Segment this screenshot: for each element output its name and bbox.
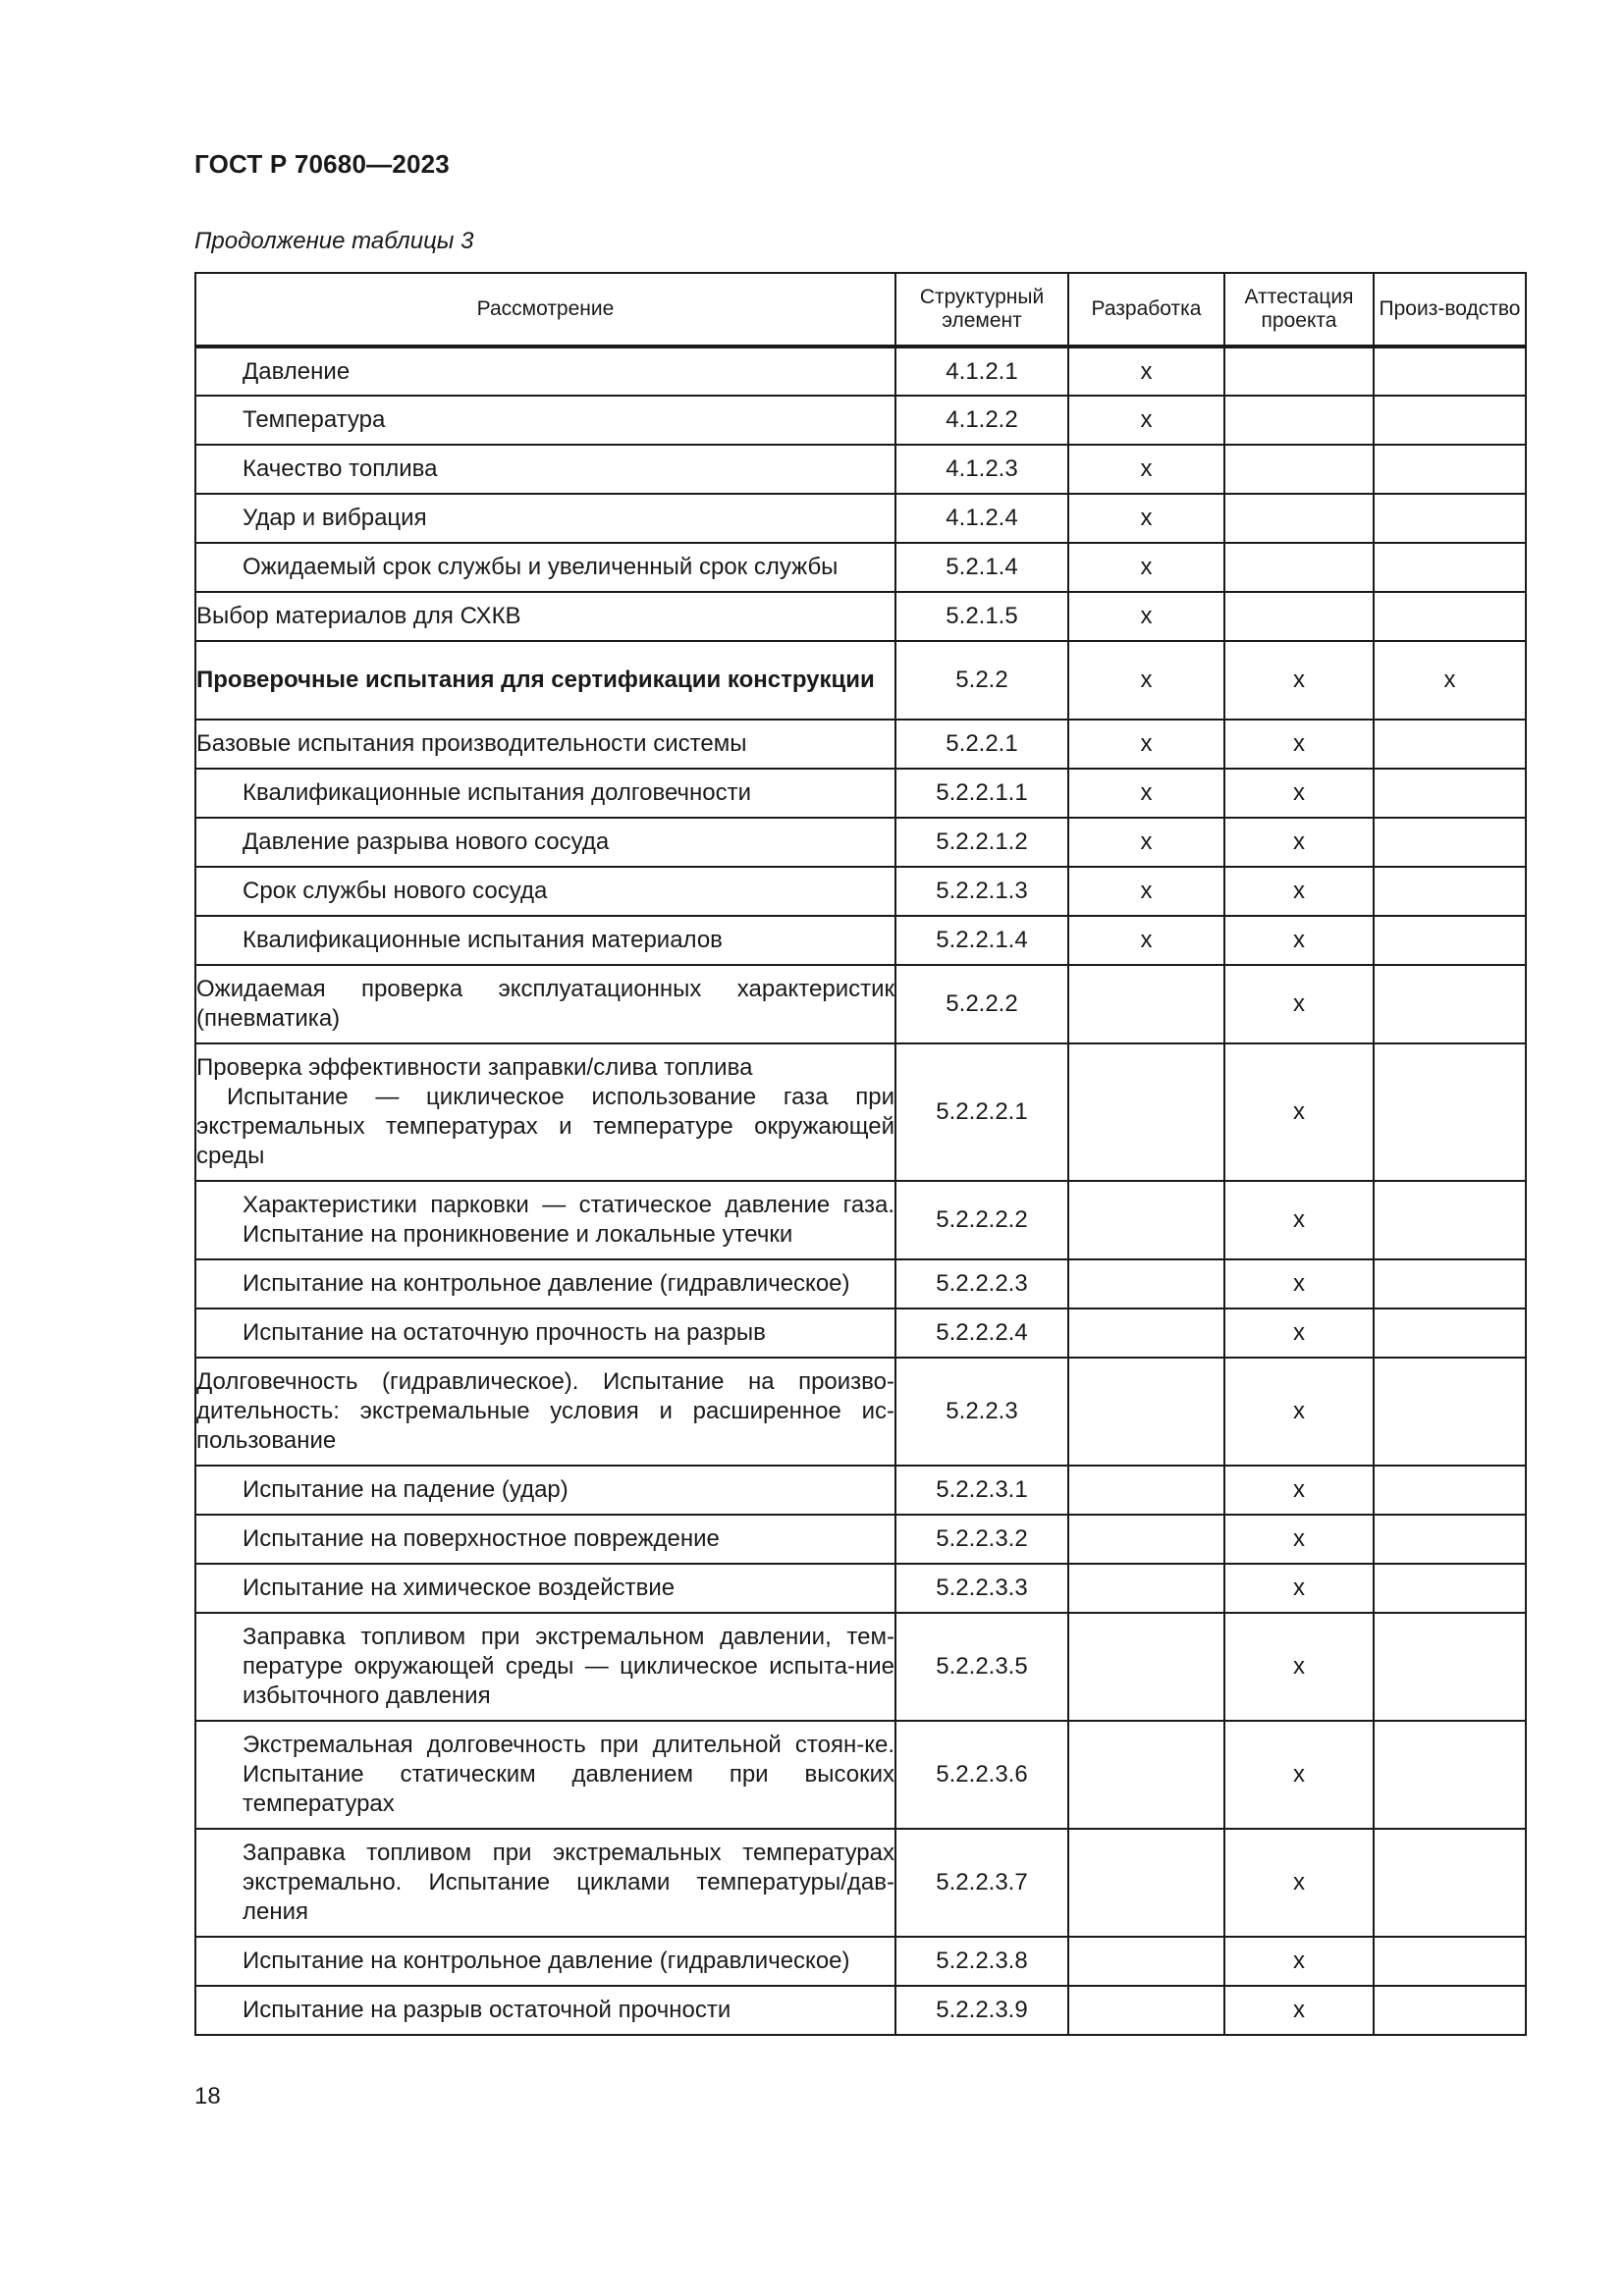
design-certification-mark: x [1224, 867, 1374, 916]
topic-cell: Испытание на химическое воздействие [195, 1564, 895, 1613]
structural-element-cell: 5.2.2.2.1 [895, 1043, 1068, 1181]
design-certification-mark: x [1224, 1721, 1374, 1829]
development-mark [1068, 1259, 1224, 1308]
topic-cell: Испытание на поверхностное повреждение [195, 1515, 895, 1564]
structural-element-cell: 5.2.2.3.2 [895, 1515, 1068, 1564]
production-mark [1374, 543, 1526, 592]
structural-element-cell: 5.2.1.4 [895, 543, 1068, 592]
table-row [195, 1259, 1526, 1308]
production-mark [1374, 1358, 1526, 1466]
development-mark [1068, 1986, 1224, 2035]
structural-element-cell: 5.2.2.1.3 [895, 867, 1068, 916]
development-mark: x [1068, 445, 1224, 494]
production-mark [1374, 867, 1526, 916]
production-mark [1374, 1466, 1526, 1515]
production-mark [1374, 1937, 1526, 1986]
table-caption: Продолжение таблицы 3 [194, 228, 474, 254]
production-mark [1374, 965, 1526, 1043]
development-mark [1068, 1308, 1224, 1358]
design-certification-mark: x [1224, 641, 1374, 720]
structural-element-cell: 4.1.2.4 [895, 494, 1068, 543]
development-mark: x [1068, 347, 1224, 396]
topic-cell: Испытание на контрольное давление (гидравлическое) [195, 1259, 895, 1308]
production-mark [1374, 1721, 1526, 1829]
development-mark: x [1068, 867, 1224, 916]
topic-cell: Базовые испытания производительности системы [195, 720, 895, 769]
table-row [195, 1181, 1526, 1259]
design-certification-mark: x [1224, 1466, 1374, 1515]
production-mark [1374, 1986, 1526, 2035]
production-mark [1374, 1829, 1526, 1937]
design-certification-mark: x [1224, 720, 1374, 769]
production-mark [1374, 916, 1526, 965]
development-mark: x [1068, 543, 1224, 592]
topic-cell: Заправка топливом при экстремальном давлении, тем-пературе окружающей среды — циклическое испыта-ние избыточного давления [195, 1613, 895, 1721]
design-certification-mark [1224, 494, 1374, 543]
topic-cell: Испытание на падение (удар) [195, 1466, 895, 1515]
requirements-table [194, 272, 1527, 2036]
production-mark [1374, 592, 1526, 641]
design-certification-mark: x [1224, 1181, 1374, 1259]
structural-element-cell: 5.2.2.1.2 [895, 818, 1068, 867]
structural-element-cell: 5.2.2.2.3 [895, 1259, 1068, 1308]
structural-element-cell: 4.1.2.1 [895, 347, 1068, 396]
table-row [195, 1358, 1526, 1466]
structural-element-cell: 5.2.2.1 [895, 720, 1068, 769]
structural-element-cell: 5.2.2.2 [895, 965, 1068, 1043]
topic-cell: Характеристики парковки — статическое давление газа. Испытание на проникновение и локальные утечки [195, 1181, 895, 1259]
table-row [195, 965, 1526, 1043]
column-header-production: Произ-водство [1374, 273, 1526, 347]
topic-cell: Давление разрыва нового сосуда [195, 818, 895, 867]
structural-element-cell: 4.1.2.2 [895, 396, 1068, 445]
structural-element-cell: 5.2.2.1.1 [895, 769, 1068, 818]
design-certification-mark: x [1224, 1259, 1374, 1308]
topic-cell: Экстремальная долговечность при длительной стоян-ке. Испытание статическим давлением при высоких температурах [195, 1721, 895, 1829]
topic-cell: Заправка топливом при экстремальных температурах экстремально. Испытание циклами температуры/дав-ления [195, 1829, 895, 1937]
development-mark: x [1068, 396, 1224, 445]
design-certification-mark: x [1224, 916, 1374, 965]
topic-cell: Температура [195, 396, 895, 445]
structural-element-cell: 5.2.2.2.2 [895, 1181, 1068, 1259]
table-row [195, 347, 1526, 396]
topic-cell: Испытание на контрольное давление (гидравлическое) [195, 1937, 895, 1986]
column-header-structural-element: Структурный элемент [895, 273, 1068, 347]
design-certification-mark: x [1224, 1515, 1374, 1564]
design-certification-mark [1224, 592, 1374, 641]
topic-cell: Испытание на разрыв остаточной прочности [195, 1986, 895, 2035]
development-mark [1068, 1358, 1224, 1466]
production-mark [1374, 347, 1526, 396]
design-certification-mark [1224, 396, 1374, 445]
design-certification-mark: x [1224, 1043, 1374, 1181]
structural-element-cell: 5.2.2.3.1 [895, 1466, 1068, 1515]
structural-element-cell: 5.2.2.3.7 [895, 1829, 1068, 1937]
table-row [195, 916, 1526, 965]
design-certification-mark: x [1224, 1308, 1374, 1358]
structural-element-cell: 5.2.2.3 [895, 1358, 1068, 1466]
topic-cell: Ожидаемая проверка эксплуатационных характеристик (пневматика) [195, 965, 895, 1043]
design-certification-mark: x [1224, 818, 1374, 867]
development-mark [1068, 1564, 1224, 1613]
design-certification-mark [1224, 543, 1374, 592]
production-mark [1374, 1043, 1526, 1181]
development-mark [1068, 1937, 1224, 1986]
design-certification-mark: x [1224, 1358, 1374, 1466]
development-mark [1068, 1043, 1224, 1181]
table-row [195, 641, 1526, 720]
production-mark [1374, 445, 1526, 494]
production-mark [1374, 1181, 1526, 1259]
design-certification-mark: x [1224, 965, 1374, 1043]
structural-element-cell: 5.2.1.5 [895, 592, 1068, 641]
table-row [195, 1466, 1526, 1515]
design-certification-mark [1224, 445, 1374, 494]
development-mark: x [1068, 769, 1224, 818]
document-title: ГОСТ Р 70680—2023 [194, 149, 450, 179]
table-row [195, 1829, 1526, 1937]
topic-cell: Квалификационные испытания долговечности [195, 769, 895, 818]
structural-element-cell: 5.2.2 [895, 641, 1068, 720]
development-mark [1068, 1181, 1224, 1259]
structural-element-cell: 5.2.2.3.8 [895, 1937, 1068, 1986]
column-header-development: Разработка [1068, 273, 1224, 347]
production-mark [1374, 1613, 1526, 1721]
structural-element-cell: 4.1.2.3 [895, 445, 1068, 494]
production-mark [1374, 818, 1526, 867]
table-row [195, 494, 1526, 543]
table-row [195, 1515, 1526, 1564]
column-header-design-certification: Аттестация проекта [1224, 273, 1374, 347]
topic-cell: Долговечность (гидравлическое). Испытание на произво-дительность: экстремальные условия и расширенное ис-пользование [195, 1358, 895, 1466]
development-mark: x [1068, 916, 1224, 965]
development-mark [1068, 1613, 1224, 1721]
table-row [195, 396, 1526, 445]
topic-cell: Выбор материалов для СХКВ [195, 592, 895, 641]
structural-element-cell: 5.2.2.2.4 [895, 1308, 1068, 1358]
production-mark [1374, 494, 1526, 543]
structural-element-cell: 5.2.2.3.6 [895, 1721, 1068, 1829]
development-mark [1068, 1466, 1224, 1515]
table-row [195, 543, 1526, 592]
structural-element-cell: 5.2.2.3.9 [895, 1986, 1068, 2035]
table-row [195, 1721, 1526, 1829]
table-row [195, 769, 1526, 818]
production-mark [1374, 1564, 1526, 1613]
table-row [195, 445, 1526, 494]
table-header-row [195, 273, 1526, 347]
table-row [195, 1043, 1526, 1181]
production-mark: x [1374, 641, 1526, 720]
table-row [195, 867, 1526, 916]
design-certification-mark: x [1224, 1613, 1374, 1721]
design-certification-mark: x [1224, 1829, 1374, 1937]
table-row [195, 592, 1526, 641]
topic-cell: Испытание на остаточную прочность на разрыв [195, 1308, 895, 1358]
column-header-consideration: Рассмотрение [195, 273, 895, 347]
topic-cell: Срок службы нового сосуда [195, 867, 895, 916]
production-mark [1374, 396, 1526, 445]
topic-cell: Проверка эффективности заправки/слива топлива Испытание — циклическое использование газа при экстремальных температурах и температуре окружающей среды [195, 1043, 895, 1181]
development-mark: x [1068, 720, 1224, 769]
development-mark: x [1068, 494, 1224, 543]
design-certification-mark: x [1224, 1564, 1374, 1613]
production-mark [1374, 769, 1526, 818]
production-mark [1374, 1308, 1526, 1358]
development-mark [1068, 1721, 1224, 1829]
design-certification-mark: x [1224, 1937, 1374, 1986]
table-row [195, 720, 1526, 769]
development-mark: x [1068, 818, 1224, 867]
development-mark: x [1068, 641, 1224, 720]
production-mark [1374, 720, 1526, 769]
topic-cell: Удар и вибрация [195, 494, 895, 543]
table-row [195, 1937, 1526, 1986]
structural-element-cell: 5.2.2.1.4 [895, 916, 1068, 965]
production-mark [1374, 1259, 1526, 1308]
structural-element-cell: 5.2.2.3.5 [895, 1613, 1068, 1721]
table-row [195, 1308, 1526, 1358]
development-mark [1068, 965, 1224, 1043]
structural-element-cell: 5.2.2.3.3 [895, 1564, 1068, 1613]
table-row [195, 1986, 1526, 2035]
table-row [195, 1564, 1526, 1613]
topic-cell: Качество топлива [195, 445, 895, 494]
table-row [195, 1613, 1526, 1721]
topic-cell: Давление [195, 347, 895, 396]
development-mark [1068, 1515, 1224, 1564]
page-number: 18 [194, 2083, 221, 2109]
topic-cell: Ожидаемый срок службы и увеличенный срок службы [195, 543, 895, 592]
table-row [195, 818, 1526, 867]
design-certification-mark: x [1224, 769, 1374, 818]
topic-cell: Квалификационные испытания материалов [195, 916, 895, 965]
topic-cell: Проверочные испытания для сертификации конструкции [195, 641, 895, 720]
design-certification-mark: x [1224, 1986, 1374, 2035]
production-mark [1374, 1515, 1526, 1564]
design-certification-mark [1224, 347, 1374, 396]
development-mark [1068, 1829, 1224, 1937]
development-mark: x [1068, 592, 1224, 641]
